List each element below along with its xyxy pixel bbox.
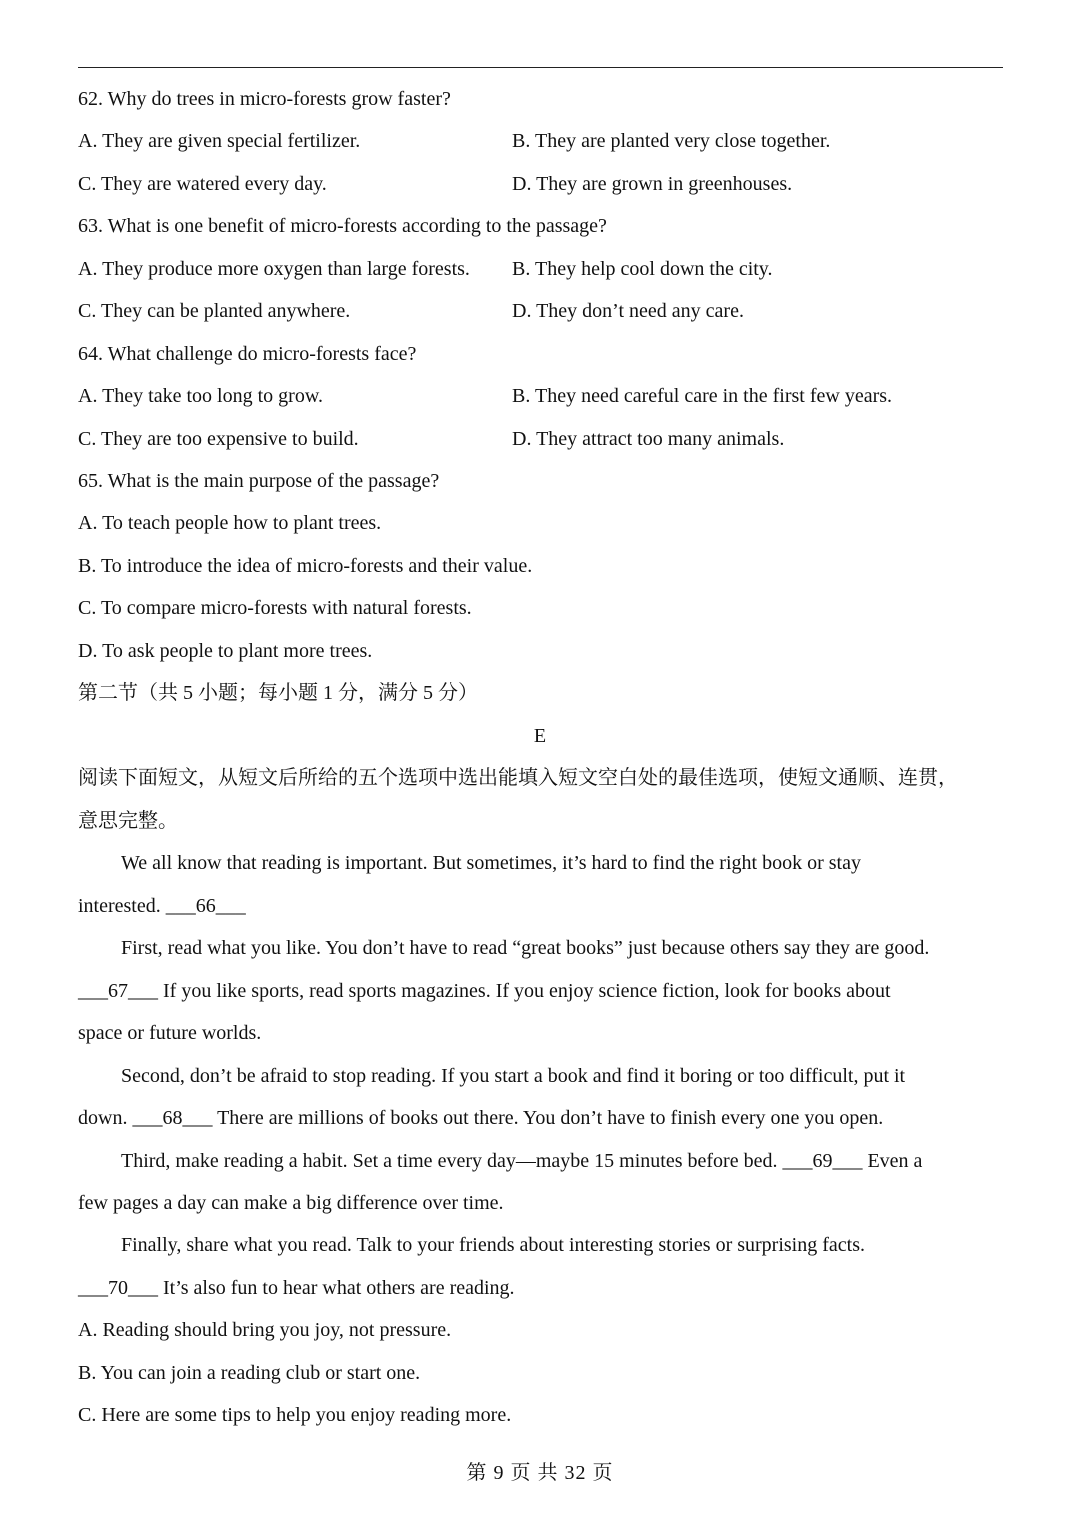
question-65-stem: 65. What is the main purpose of the passage? bbox=[78, 470, 440, 492]
section-heading: 第二节（共 5 小题；每小题 1 分，满分 5 分） bbox=[78, 682, 478, 704]
option-c: C. Here are some tips to help you enjoy reading more. bbox=[78, 1404, 512, 1426]
question-64-option-c: C. They are too expensive to build. bbox=[78, 428, 359, 450]
passage-paragraph-4: Third, make reading a habit. Set a time every day—maybe 15 minutes before bed. ___69___ Even a bbox=[121, 1150, 923, 1172]
section-instruction: 阅读下面短文，从短文后所给的五个选项中选出能填入短文空白处的最佳选项，使短文通顺、连贯， bbox=[78, 767, 958, 789]
question-63-option-b: B. They help cool down the city. bbox=[512, 258, 773, 280]
question-65-option-d: D. To ask people to plant more trees. bbox=[78, 640, 373, 662]
question-64-option-b: B. They need careful care in the first few years. bbox=[512, 385, 893, 407]
section-instruction-cont: 意思完整。 bbox=[78, 810, 178, 832]
question-62-option-c: C. They are watered every day. bbox=[78, 173, 327, 195]
passage-paragraph-2-cont: ___67___ If you like sports, read sports magazines. If you enjoy science fiction, look for books about bbox=[78, 980, 891, 1002]
question-62-option-a: A. They are given special fertilizer. bbox=[78, 130, 361, 152]
passage-paragraph-1: We all know that reading is important. But sometimes, it’s hard to find the right book or stay bbox=[121, 852, 861, 874]
question-64-option-a: A. They take too long to grow. bbox=[78, 385, 323, 407]
option-a: A. Reading should bring you joy, not pressure. bbox=[78, 1319, 452, 1341]
question-64-option-d: D. They attract too many animals. bbox=[512, 428, 785, 450]
passage-paragraph-5: Finally, share what you read. Talk to your friends about interesting stories or surprising facts. bbox=[121, 1234, 865, 1256]
passage-paragraph-2: First, read what you like. You don’t have to read “great books” just because others say they are good. bbox=[121, 937, 930, 959]
passage-paragraph-2-end: space or future worlds. bbox=[78, 1022, 262, 1044]
question-63-stem: 63. What is one benefit of micro-forests according to the passage? bbox=[78, 215, 607, 237]
question-62-option-d: D. They are grown in greenhouses. bbox=[512, 173, 793, 195]
passage-paragraph-4-cont: few pages a day can make a big difference over time. bbox=[78, 1192, 504, 1214]
page-number: 第 9 页 共 32 页 bbox=[466, 1462, 614, 1484]
question-65-option-c: C. To compare micro-forests with natural forests. bbox=[78, 597, 472, 619]
question-63-option-d: D. They don’t need any care. bbox=[512, 300, 744, 322]
header-rule bbox=[78, 67, 1003, 68]
question-65-option-b: B. To introduce the idea of micro-forests and their value. bbox=[78, 555, 533, 577]
question-63-option-c: C. They can be planted anywhere. bbox=[78, 300, 351, 322]
question-65-option-a: A. To teach people how to plant trees. bbox=[78, 512, 382, 534]
section-letter: E bbox=[533, 725, 547, 747]
question-63-option-a: A. They produce more oxygen than large forests. bbox=[78, 258, 470, 280]
passage-paragraph-5-cont: ___70___ It’s also fun to hear what others are reading. bbox=[78, 1277, 515, 1299]
question-62-stem: 62. Why do trees in micro-forests grow faster? bbox=[78, 88, 451, 110]
passage-paragraph-1-cont: interested. ___66___ bbox=[78, 895, 246, 917]
question-62-option-b: B. They are planted very close together. bbox=[512, 130, 831, 152]
option-b: B. You can join a reading club or start one. bbox=[78, 1362, 421, 1384]
passage-paragraph-3: Second, don’t be afraid to stop reading. If you start a book and find it boring or too difficult, put it bbox=[121, 1065, 906, 1087]
passage-paragraph-3-cont: down. ___68___ There are millions of books out there. You don’t have to finish every one you open. bbox=[78, 1107, 884, 1129]
question-64-stem: 64. What challenge do micro-forests face? bbox=[78, 343, 417, 365]
